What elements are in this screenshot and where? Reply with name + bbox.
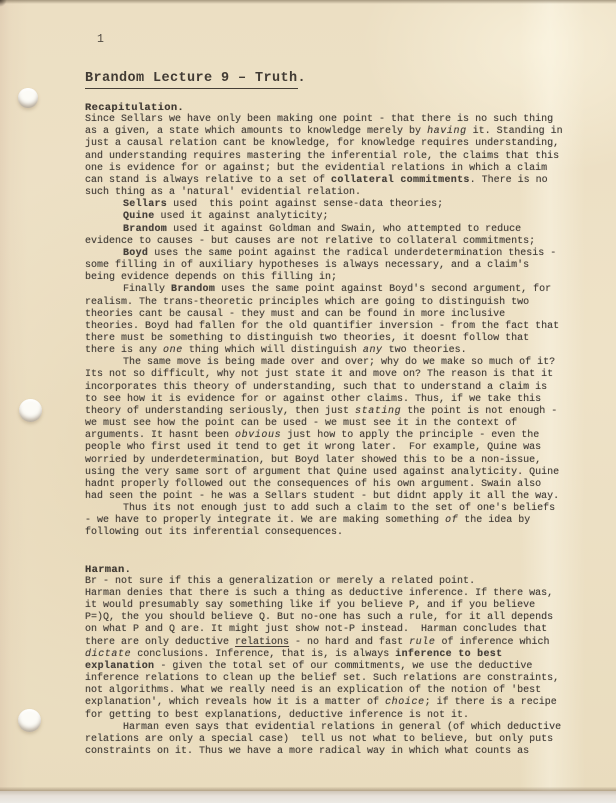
text-segment: - given the total set of our commitments, we use the deductive inference relations to clean up the belief set. Such relations are constraints, not algorithms. What we really need is an explication of the notion of 'best explanation', which reveals how it is a matter of: [85, 660, 566, 709]
text-segment: just how to apply the principle - even the people who first used it tend to get it wrong later. For example, Quine was worried by underdetermination, but Boyd later showed this to be a non-issue, using the very same sort of argument that Quine used against analyticity. Quine hadnt properly followed out the consequences of his own argument. Swain also had seen the point - he was a Sellars student - but didnt apply it all the way.: [85, 430, 566, 502]
paragraph: [85, 199, 563, 211]
text-segment: one: [163, 345, 183, 357]
text-segment: the idea by following out its inferential consequences.: [85, 515, 537, 539]
text-segment: dictate: [85, 648, 132, 660]
paragraph: [85, 211, 563, 223]
text-segment: Since Sellars we have only been making one point - that there is no such thing as a given, a state which amounts to knowledge merely by: [85, 114, 560, 138]
punch-hole-top: [18, 88, 38, 108]
background-below-paper: [0, 791, 616, 803]
paragraph: [85, 503, 563, 539]
text-segment: conclusions. Inference, that is, is always: [131, 648, 396, 660]
text-segment: . There is no such thing as a 'natural' evidential relation.: [85, 174, 554, 199]
paragraph: [85, 284, 566, 357]
paragraph: [85, 576, 563, 588]
text-segment: of inference which: [435, 636, 556, 648]
lecture-title: [85, 71, 306, 86]
paper-top-edge: [0, 0, 616, 4]
text-segment: Brandom: [123, 223, 168, 235]
text-segment: Finally: [123, 284, 172, 296]
text-segment: stating: [355, 405, 402, 417]
text-segment: it. Standing in just a causal relation cant be knowledge, for knowledge requires understanding, and understanding requires mastering the inferential role, the claims that this one is evidence for or against; but the evidential relations in which a claim can stand is always relative to a set of: [85, 126, 569, 186]
text-segment: rule: [409, 636, 436, 648]
punch-hole-bottom: [18, 709, 41, 732]
text-segment: Br - not sure if this a generalization or merely a related point.: [85, 575, 476, 587]
text-segment: Sellars: [123, 199, 168, 211]
text-segment: collateral commitments: [331, 174, 470, 186]
text-segment: Harman even says that evidential relations in general (of which deductive relations are only a special case) tell us not what to believe, but only puts constraints on it. Thus we have a more radical way in which what counts as: [85, 721, 568, 757]
text-segment: Boyd: [123, 247, 149, 259]
paragraph: [85, 114, 569, 199]
section-heading: Harman.: [85, 563, 132, 576]
text-segment: relations: [235, 636, 290, 648]
page-number: 1: [97, 33, 105, 46]
text-segment: uses the same point against Boyd's second argument, for realism. The trans-theoretic principles which are going to distinguish two theories cant be causal - they must and can be found in more inclusive theories. Boyd had fallen for the old quantifier inversion - from the fact that there must be something to distinguish two theories, it doesnt follow that there is any: [85, 284, 566, 357]
paragraph: [85, 224, 563, 248]
punch-hole-middle: [19, 399, 42, 422]
section-heading: Recapitulation.: [85, 102, 185, 114]
text-segment: of: [445, 515, 459, 527]
scan-corner-speck: [0, 0, 7, 7]
text-segment: having: [427, 126, 467, 138]
text-segment: any: [362, 345, 383, 357]
text-segment: used it against Goldman and Swain, who attempted to reduce evidence to causes - but causes are not relative to collateral commitments;: [85, 223, 536, 247]
lecture-title-text: Brandom Lecture 9 – Truth: [85, 71, 298, 89]
document-body: [85, 102, 569, 758]
text-segment: choice: [385, 697, 425, 709]
text-segment: Brandom: [171, 284, 216, 296]
text-segment: the point is not enough - we must see how the point can be used - we must see it in the context of arguments. It hasnt been: [85, 405, 564, 442]
lecture-title-period: .: [297, 71, 307, 86]
text-segment: ; if there is a recipe for getting to best explanations, deductive inference is not it.: [85, 697, 563, 721]
text-segment: used it against analyticity;: [154, 211, 329, 223]
paragraph: [85, 721, 568, 758]
paragraph: [85, 357, 566, 503]
text-segment: Thus its not enough just to add such a claim to the set of one's beliefs - we have to properly integrate it. We are making something: [85, 503, 562, 527]
text-segment: Harman denies that there is such a thing as deductive inference. If there was, it would presumably say something like if you believe P, and if you believe P=)Q, the you should believe Q. But no-one has such a rule, for it all depends on what P and Q are. It might just show not-P instead. Harman concludes that there are only deductive: [85, 587, 560, 648]
text-segment: The same move is being made over and over; why do we make so much of it? Its not so difficult, why not just state it and move on? The reason is that it incorporates this theory of understanding, such that to understand a claim is to see how it is evidence for or against other claims. Thus, if we take this theory of understanding seriously, then just: [85, 357, 562, 417]
paragraph: [85, 248, 563, 284]
text-segment: used this point against sense-data theories;: [167, 199, 444, 211]
text-segment: obvious: [235, 430, 282, 442]
paragraph: [85, 587, 566, 722]
text-segment: inference to best explanation: [85, 648, 509, 672]
text-segment: thing which will distinguish: [182, 345, 363, 357]
text-segment: - no hard and fast: [289, 636, 410, 648]
text-segment: Quine: [123, 211, 155, 223]
text-segment: uses the same point against the radical underdetermination thesis - some filling in of auxiliary hypotheses is always necessary, and a claim's being evidence depends on this filling in;: [85, 247, 563, 284]
text-segment: two theories.: [382, 345, 467, 357]
